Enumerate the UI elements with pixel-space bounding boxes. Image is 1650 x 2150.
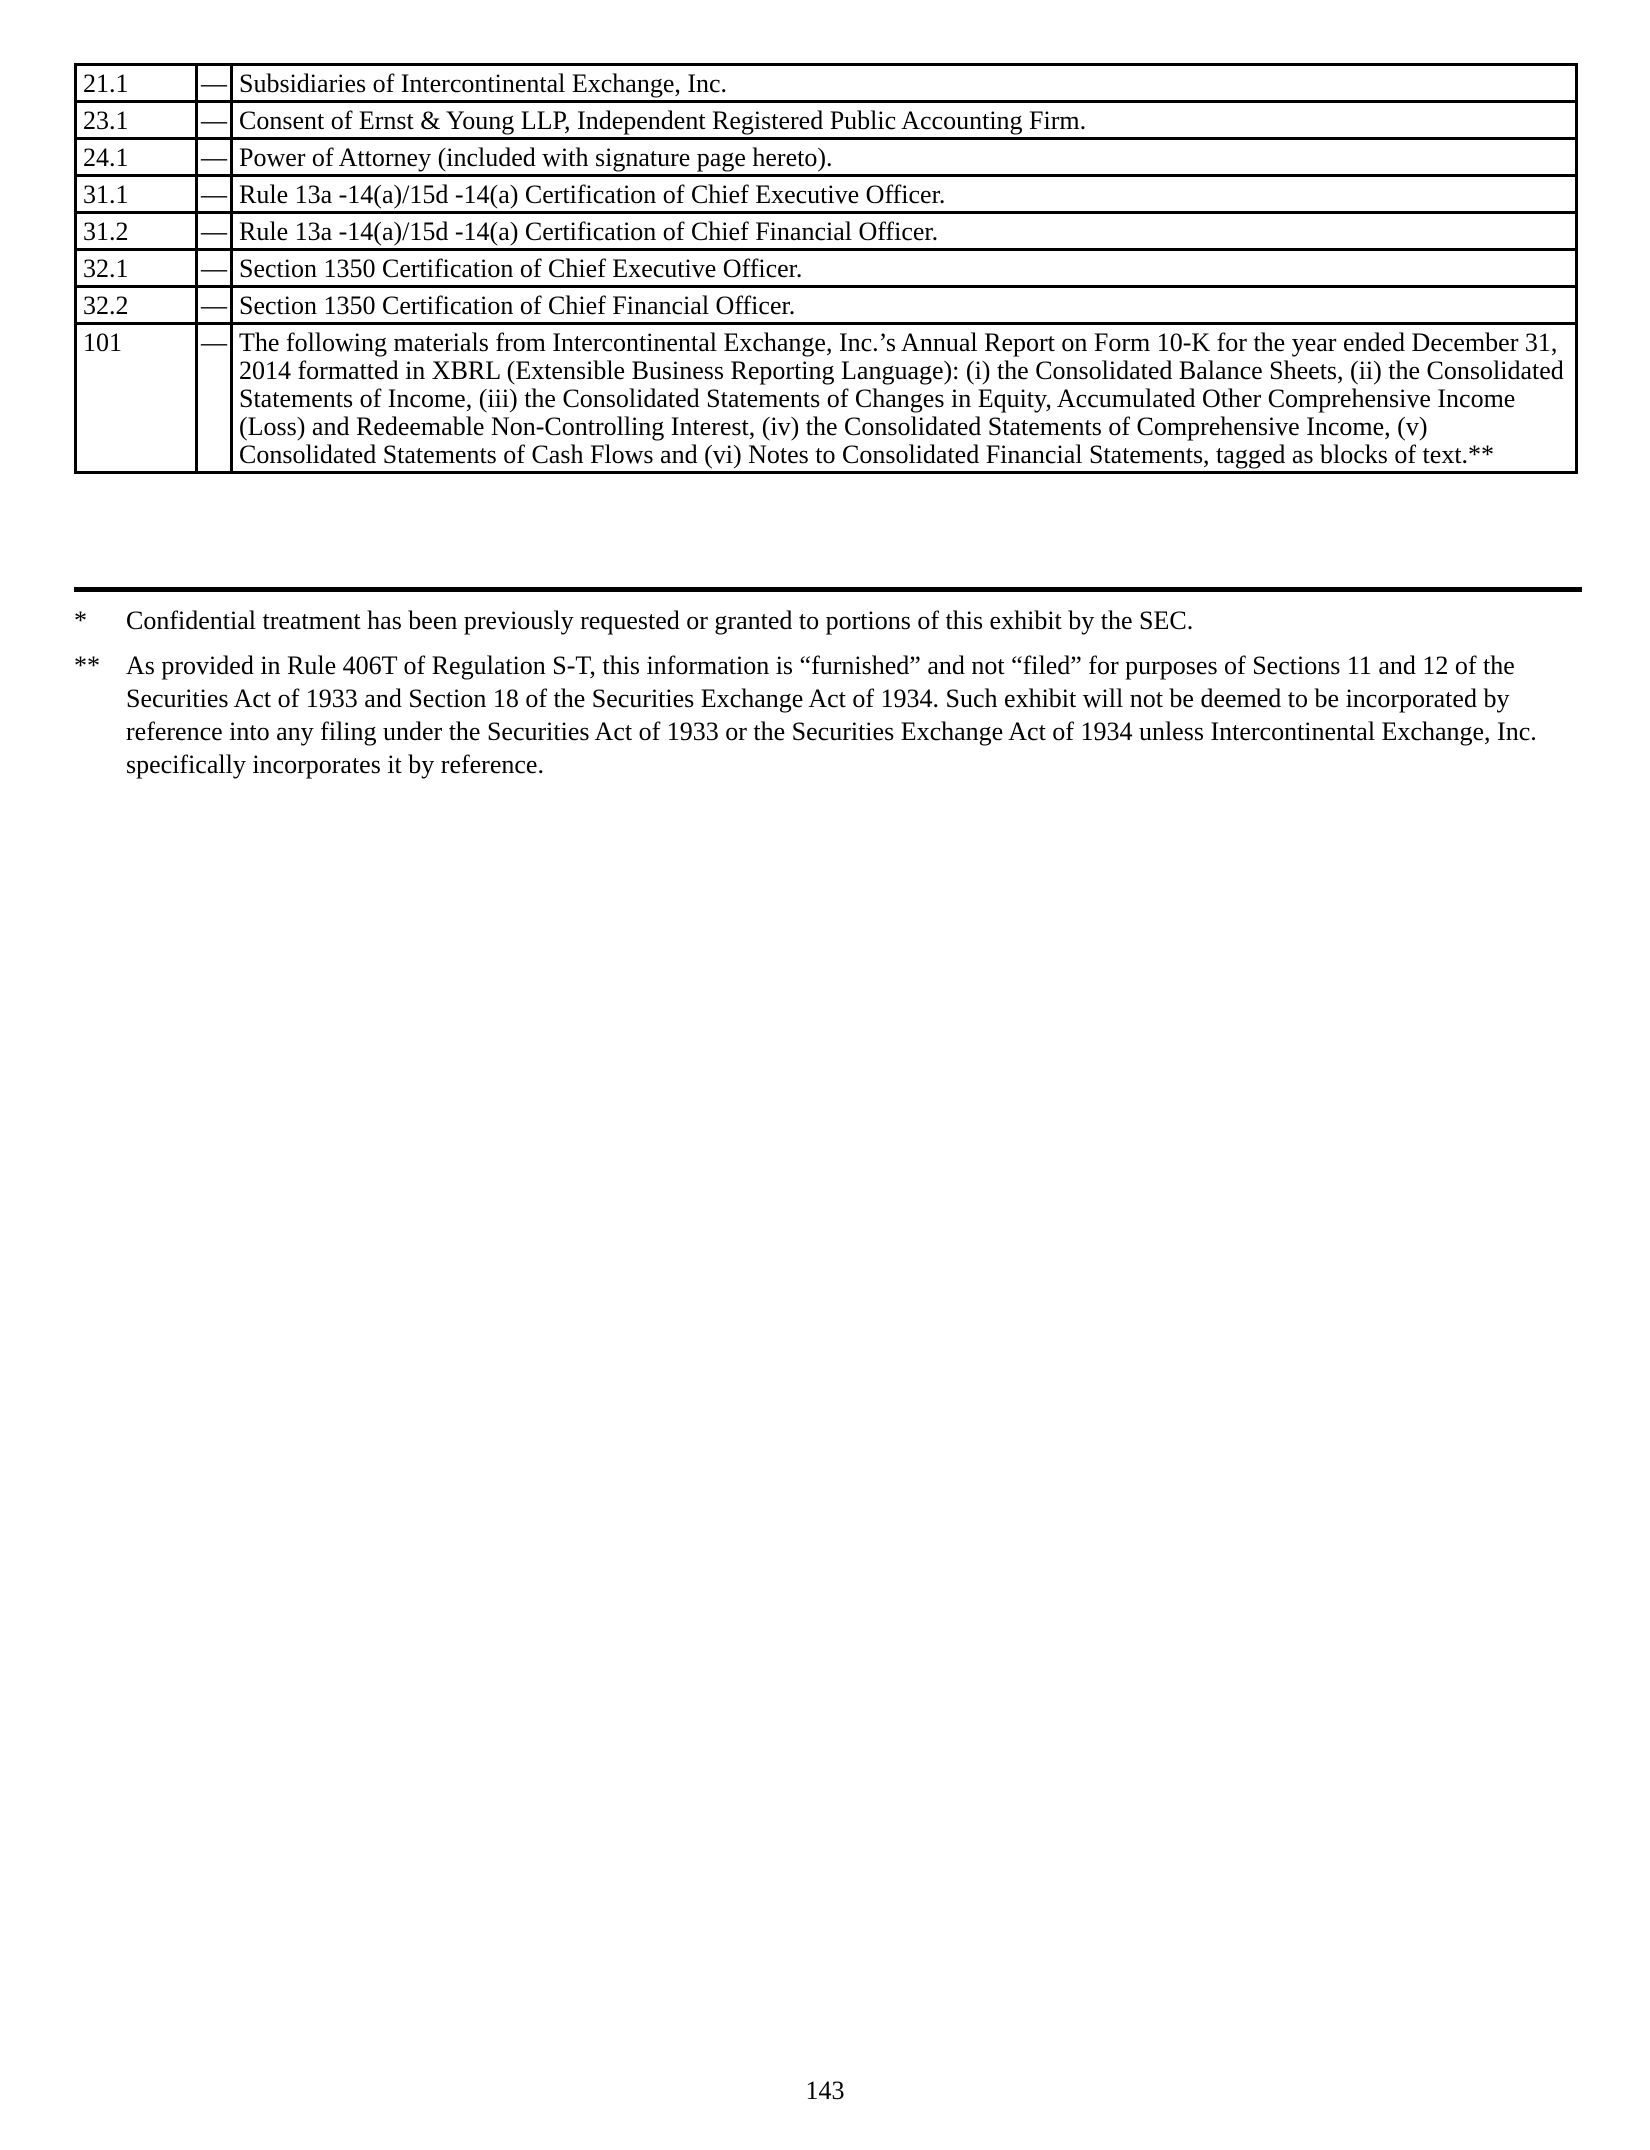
- exhibit-description: Rule 13a -14(a)/15d -14(a) Certification of Chief Financial Officer.: [232, 213, 1577, 250]
- table-row: [76, 102, 1577, 139]
- table-row: [76, 176, 1577, 213]
- page-number: 143: [805, 2076, 845, 2105]
- exhibit-number: 21.1: [76, 65, 197, 102]
- exhibit-description: The following materials from Intercontinental Exchange, Inc.’s Annual Report on Form 10-K for the year ended December 31, 2014 formatted in XBRL (Extensible Business Reporting Language): (i) the Consolidated Balance Sheets, (ii) the Consolidated Statements of Income, (iii) the Consolidated Statements of Changes in Equity, Accumulated Other Comprehensive Income (Loss) and Redeemable Non-Controlling Interest, (iv) the Consolidated Statements of Comprehensive Income, (v) Consolidated Statements of Cash Flows and (vi) Notes to Consolidated Financial Statements, tagged as blocks of text.**: [232, 324, 1577, 473]
- exhibit-description: Rule 13a -14(a)/15d -14(a) Certification of Chief Executive Officer.: [232, 176, 1577, 213]
- exhibit-number: 32.2: [76, 287, 197, 324]
- exhibit-description: Subsidiaries of Intercontinental Exchange, Inc.: [232, 65, 1577, 102]
- exhibit-description: Section 1350 Certification of Chief Financial Officer.: [232, 287, 1577, 324]
- footnote-mark: **: [74, 651, 100, 680]
- footnote-mark: *: [74, 606, 87, 635]
- exhibit-dash: —: [197, 65, 232, 102]
- footnotes: [74, 604, 1584, 793]
- exhibit-dash: —: [197, 250, 232, 287]
- exhibit-number: 101: [76, 324, 197, 473]
- table-row: [76, 139, 1577, 176]
- exhibit-number: 23.1: [76, 102, 197, 139]
- table-row: [76, 287, 1577, 324]
- exhibit-dash: —: [197, 324, 232, 473]
- footnote: [74, 604, 1584, 637]
- exhibit-dash: —: [197, 213, 232, 250]
- footnote-text: As provided in Rule 406T of Regulation S-T, this information is “furnished” and not “filed” for purposes of Sections 11 and 12 of the Securities Act of 1933 and Section 18 of the Securities Exchange Act of 1934. Such exhibit will not be deemed to be incorporated by reference into any filing under the Securities Act of 1933 or the Securities Exchange Act of 1934 unless Intercontinental Exchange, Inc. specifically incorporates it by reference.: [126, 651, 1537, 779]
- exhibit-table: [74, 63, 1578, 474]
- table-row: [76, 250, 1577, 287]
- exhibit-number: 31.2: [76, 213, 197, 250]
- table-row: [76, 65, 1577, 102]
- exhibit-number: 24.1: [76, 139, 197, 176]
- table-row: [76, 324, 1577, 473]
- table-row: [76, 213, 1577, 250]
- exhibit-description: Section 1350 Certification of Chief Executive Officer.: [232, 250, 1577, 287]
- exhibit-dash: —: [197, 102, 232, 139]
- exhibit-number: 31.1: [76, 176, 197, 213]
- footnote: [74, 649, 1584, 781]
- exhibit-dash: —: [197, 139, 232, 176]
- exhibit-description: Power of Attorney (included with signature page hereto).: [232, 139, 1577, 176]
- exhibit-description: Consent of Ernst & Young LLP, Independent Registered Public Accounting Firm.: [232, 102, 1577, 139]
- exhibit-number: 32.1: [76, 250, 197, 287]
- footnote-text: Confidential treatment has been previously requested or granted to portions of this exhibit by the SEC.: [126, 606, 1194, 635]
- exhibit-dash: —: [197, 176, 232, 213]
- footnote-divider: [74, 587, 1582, 592]
- exhibit-dash: —: [197, 287, 232, 324]
